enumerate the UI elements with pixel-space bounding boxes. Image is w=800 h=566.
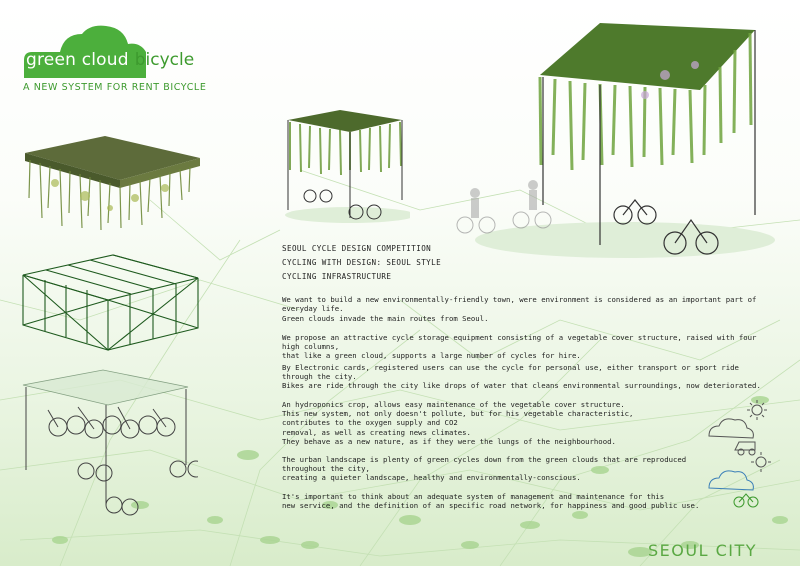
paragraph-urban-landscape: The urban landscape is plenty of green cycles down from the green clouds that are reproduced throughout the city, creating a quieter landscape, healthy and environmentally-conscious.	[282, 455, 687, 483]
paragraph-proposal: We propose an attractive cycle storage equipment consisting of a vegetable cover structure, raised with four high columns, that like a green cloud, supports a large number of cycles for hire.	[282, 333, 757, 361]
heading-line: CYCLING INFRASTRUCTURE	[282, 272, 392, 281]
logo-text	[26, 50, 194, 70]
heading-line: SEOUL CYCLE DESIGN COMPETITION	[282, 244, 432, 253]
paragraph-intro: We want to build a new environmentally-friendly town, were environment is considered as an important part of everyday life.	[282, 295, 757, 314]
paragraph-electronic-cards: By Electronic cards, registered users can use the cycle for personal use, either transport or sport ride through the city. Bikes are ride through the city like drops of water that cleans environmental surroundings, now deteriorated.	[282, 363, 761, 391]
large-structure-illustration	[455, 15, 780, 260]
heading-line: CYCLING WITH DESIGN: SEOUL STYLE	[282, 258, 442, 267]
bike-storage-illustration	[18, 365, 198, 520]
logo-word-green-cloud: green cloud	[26, 50, 129, 70]
paragraph-routes: Green clouds invade the main routes from Seoul.	[282, 314, 489, 323]
seoul-city-label: SEOUL CITY	[648, 541, 758, 560]
logo-word-bicycle: bicycle	[134, 50, 195, 70]
competition-heading	[282, 242, 441, 284]
steel-frame-illustration	[18, 250, 203, 355]
vegetation-roof-illustration	[15, 128, 205, 233]
paragraph-hydroponics: An hydroponics crop, allows easy maintenance of the vegetable cover structure. This new system, not only doesn't pollute, but for his vegetable characteristic, contributes to the oxygen supply and CO2 removal, as well as creating news climates. They behave as a new nature, as if they were the lungs of the neighbourhood.	[282, 400, 634, 446]
subtitle: A NEW SYSTEM FOR RENT BICYCLE	[23, 82, 207, 93]
small-structure-illustration	[280, 100, 410, 225]
paragraph-management: It's important to think about an adequate system of management and maintenance for this new service, and the definition of an specific road network, for happiness and good public use.	[282, 492, 700, 511]
